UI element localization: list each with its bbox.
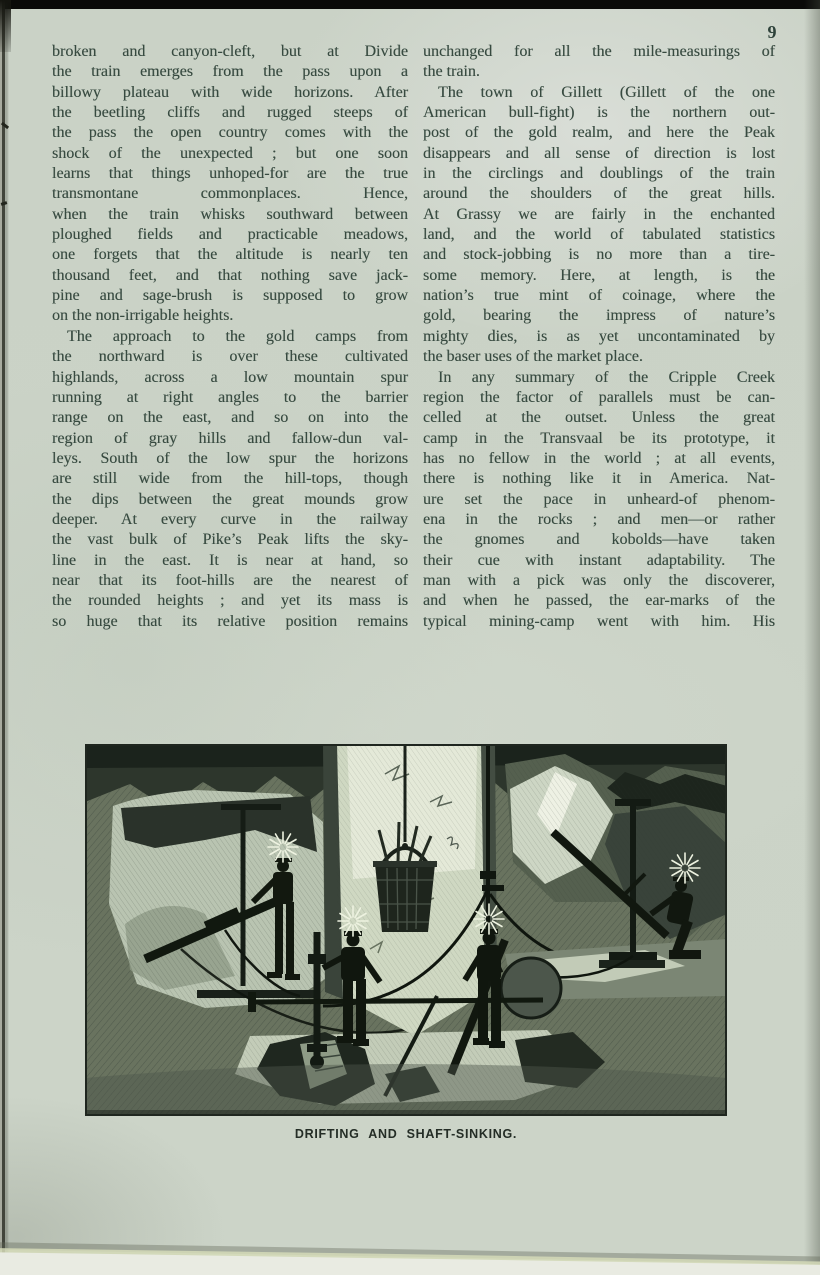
text-line: the vast bulk of Pike’s Peak lifts the sky- [52, 531, 408, 549]
text-line: American bull-fight) is the northern out- [423, 104, 775, 122]
text-line: the dips between the great mounds grow [52, 490, 408, 508]
text-line: gold, bearing the impress of nature’s [423, 307, 775, 325]
text-line: the rounded heights ; and yet its mass is [52, 592, 408, 610]
scan-bottom-page-edge [0, 1233, 820, 1275]
text-line: there is nothing like it in America. Nat- [423, 470, 775, 488]
page-right-shadow [804, 0, 820, 1275]
text-line: the northward is over these cultivated [52, 348, 408, 366]
article-text [52, 42, 775, 632]
text-line: range on the east, and so on into the [52, 409, 408, 427]
text-line: The town of Gillett (Gillett of the one [438, 83, 775, 101]
text-line: are still wide from the hill-tops, though [52, 470, 408, 488]
scan-top-edge [0, 0, 820, 9]
text-line: The approach to the gold camps from [67, 327, 408, 345]
text-line: post of the gold realm, and here the Peak [423, 124, 775, 142]
figure-caption: DRIFTING AND SHAFT-SINKING. [294, 1127, 518, 1141]
text-line: mighty dies, is as yet uncontaminated by [423, 327, 775, 345]
text-line: so huge that its relative position remains [52, 612, 408, 630]
text-column-right [423, 42, 775, 632]
text-line: on the non-irrigable heights. [52, 307, 234, 325]
page-number: 9 [767, 22, 777, 42]
text-line: the baser uses of the market place. [423, 348, 643, 366]
text-line: broken and canyon-cleft, but at Divide [52, 43, 408, 60]
text-line: when the train whisks southward between [52, 205, 408, 223]
text-line: celled at the outset. Unless the great [423, 409, 775, 427]
text-line: pine and sage-brush is supposed to grow [52, 287, 408, 305]
text-line: the beetling cliffs and rugged steeps of [52, 104, 408, 122]
text-line: the pass the open country comes with the [52, 124, 408, 142]
text-line: region of gray hills and fallow-dun val- [52, 429, 408, 447]
scan-binding-edge [0, 0, 9, 1275]
text-line: nation’s true mint of coinage, where the [423, 287, 775, 305]
text-line: around the shoulders of the great hills. [423, 185, 775, 203]
text-line: near that its foot-hills are the nearest of [52, 571, 408, 589]
text-line: line in the east. It is near at hand, so [52, 551, 408, 569]
text-line: leys. South of the low spur the horizons [52, 449, 408, 467]
text-line: their cue with instant adaptability. The [423, 551, 775, 569]
text-line: the train. [423, 63, 480, 81]
text-line: land, and the world of tabulated statistics [423, 226, 775, 244]
text-line: transmontane commonplaces. Hence, [52, 185, 408, 203]
text-line: unchanged for all the mile-measurings of [423, 43, 775, 60]
text-line: the train emerges from the pass upon a [52, 63, 408, 81]
text-line: and when he passed, the ear-marks of the [423, 592, 775, 610]
text-line: thousand feet, and that nothing save jack- [52, 266, 408, 284]
text-line: highlands, across a low mountain spur [52, 368, 408, 386]
text-line: learns that things unhoped-for are the true [52, 165, 408, 183]
text-line: some memory. Here, at length, is the [423, 266, 775, 284]
text-line: in the circlings and doublings of the train [423, 165, 775, 183]
text-line: the gnomes and kobolds—have taken [423, 531, 775, 549]
text-line: region the factor of parallels must be can- [423, 388, 775, 406]
text-line: running at right angles to the barrier [52, 388, 408, 406]
text-line: billowy plateau with wide horizons. After [52, 83, 408, 101]
text-line: typical mining-camp went with him. His [423, 612, 775, 630]
text-line: In any summary of the Cripple Creek [438, 368, 775, 386]
text-line: has no fellow in the world ; at all events, [423, 449, 775, 467]
text-line: man with a pick was only the discoverer, [423, 571, 775, 589]
text-line: deeper. At every curve in the railway [52, 510, 408, 528]
text-line: ena in the rocks ; and men—or rather [423, 510, 775, 528]
text-line: ploughed fields and practicable meadows, [52, 226, 408, 244]
text-line: and stock-jobbing is no more than a tire- [423, 246, 775, 264]
text-line: At Grassy we are fairly in the enchanted [423, 205, 775, 223]
mine-engraving-illustration [85, 744, 727, 1116]
text-column-left [52, 42, 408, 632]
text-line: ure set the pace in unheard-of phenom- [423, 490, 775, 508]
text-line: one forgets that the altitude is nearly ten [52, 246, 408, 264]
text-line: shock of the unexpected ; but one soon [52, 144, 408, 162]
text-line: camp in the Transvaal be its prototype, it [423, 429, 775, 447]
text-line: disappears and all sense of direction is lost [423, 144, 775, 162]
